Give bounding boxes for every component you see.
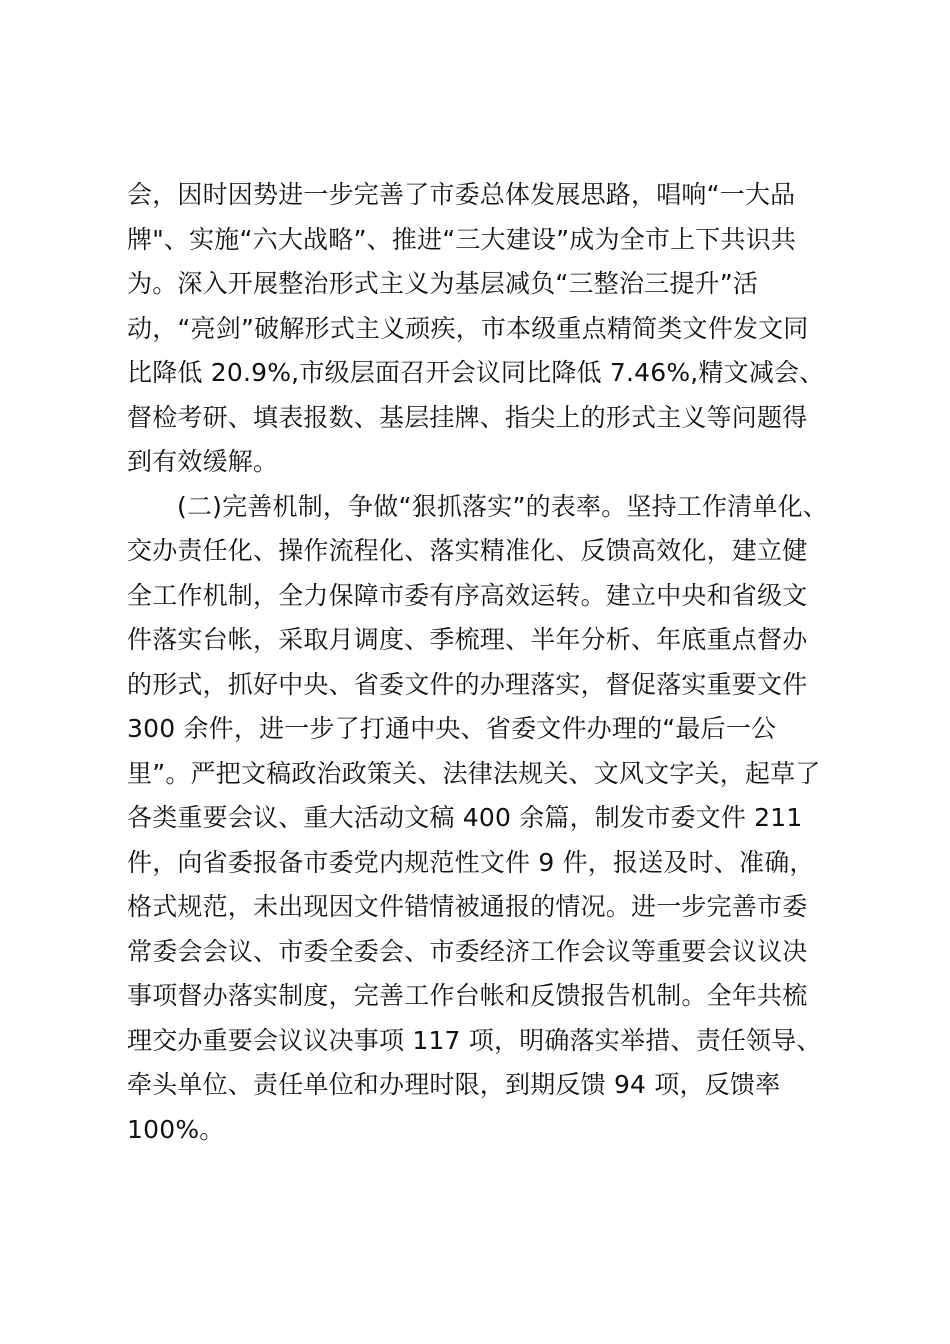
text-line: 常委会会议、市委全委会、市委经济工作会议等重要会议议决 <box>127 937 808 966</box>
text-line: 牌"、实施“六大战略”、推进“三大建设”成为全市上下共识共 <box>127 225 797 254</box>
text-line: 件落实台帐，采取月调度、季梳理、半年分析、年底重点督办 <box>127 625 808 654</box>
text-line: 比降低 20.9%,市级层面召开会议同比降低 7.46%,精文减会、 <box>127 358 825 387</box>
text-line: 会，因时因势进一步完善了市委总体发展思路，唱响“一大品 <box>127 180 796 209</box>
text-line: 督检考研、填表报数、基层挂牌、指尖上的形式主义等问题得 <box>127 403 808 432</box>
text-line: 事项督办落实制度，完善工作台帐和反馈报告机制。全年共梳 <box>127 981 808 1010</box>
text-line: 件，向省委报备市委党内规范性文件 9 件，报送及时、准确， <box>127 848 815 877</box>
text-line: 里”。严把文稿政治政策关、法律法规关、文风文字关，起草了 <box>127 759 821 788</box>
text-line: 动，“亮剑”破解形式主义顽疾，市本级重点精简类文件发文同 <box>127 314 809 343</box>
text-line: 到有效缓解。 <box>127 447 279 476</box>
text-line: 格式规范，未出现因文件错情被通报的情况。进一步完善市委 <box>127 892 808 921</box>
text-line: 100%。 <box>127 1115 225 1144</box>
text-line: 理交办重要会议议决事项 117 项，明确落实举措、责任领导、 <box>127 1026 822 1055</box>
text-line: 为。深入开展整治形式主义为基层减负“三整治三提升”活 <box>127 269 759 298</box>
text-line: 各类重要会议、重大活动文稿 400 余篇，制发市委文件 211 <box>127 803 803 832</box>
text-line: 300 余件，进一步了打通中央、省委文件办理的“最后一公 <box>127 714 777 743</box>
text-line: 全工作机制，全力保障市委有序高效运转。建立中央和省级文 <box>127 581 808 610</box>
text-line: 交办责任化、操作流程化、落实精准化、反馈高效化，建立健 <box>127 536 808 565</box>
paragraph-start-line: (二)完善机制，争做“狠抓落实”的表率。坚持工作清单化、 <box>177 492 829 521</box>
text-line: 的形式，抓好中央、省委文件的办理落实，督促落实重要文件 <box>127 670 808 699</box>
text-line: 牵头单位、责任单位和办理时限，到期反馈 94 项，反馈率 <box>127 1070 781 1099</box>
